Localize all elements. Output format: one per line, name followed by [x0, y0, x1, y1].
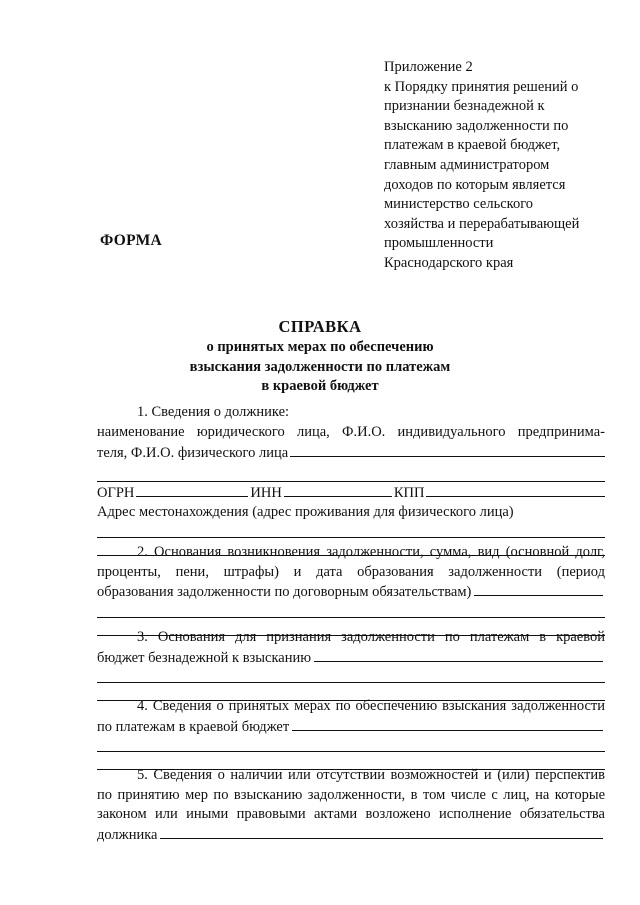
kpp-label: КПП [393, 484, 425, 501]
section-4 [97, 697, 605, 770]
section-2 [97, 543, 605, 636]
inline-fill-line[interactable] [160, 825, 603, 839]
title-sub: взыскания задолженности по платежам [189, 358, 451, 375]
appendix-line: хозяйства и перерабатывающей [384, 215, 580, 232]
title-sub: в краевой бюджет [261, 378, 379, 394]
section-3-text: 3. Основания для признания задолженности по платежам в краевой бюджет безнадежной к взысканию [97, 629, 605, 666]
inn-label: ИНН [250, 484, 282, 501]
appendix-line: промышленности [384, 235, 494, 252]
blank-line[interactable] [97, 737, 605, 752]
section-1-heading: 1. Сведения о должнике: [137, 404, 290, 420]
form-label: ФОРМА [100, 232, 163, 249]
inn-field[interactable] [284, 482, 392, 497]
kpp-field[interactable] [426, 482, 605, 497]
debtor-name-label: теля, Ф.И.О. физического лица [97, 445, 289, 462]
section-3 [97, 628, 605, 701]
title-main: СПРАВКА [278, 317, 362, 336]
inline-fill-line[interactable] [474, 582, 603, 596]
appendix-line: платежам в краевой бюджет, [384, 137, 561, 154]
blank-line[interactable] [97, 464, 605, 482]
inline-fill-line[interactable] [292, 717, 603, 731]
debtor-name-field[interactable] [290, 442, 605, 457]
inline-fill-line[interactable] [314, 648, 603, 662]
section-1 [97, 403, 605, 556]
ogrn-label: ОГРН [97, 484, 135, 501]
section-5-text: 5. Сведения о наличии или отсутствии возможностей и (или) перспектив по принятию мер по взысканию задолженности, в том числе с лиц, на которые законом или иными правовыми актами возложено исполнение обязательства должника [97, 767, 605, 843]
blank-line[interactable] [97, 603, 605, 618]
address-label: Адрес местонахождения (адрес проживания для физического лица) [97, 504, 514, 521]
title-sub: о принятых мерах по обеспечению [206, 339, 434, 355]
appendix-line: главным администратором [384, 156, 550, 173]
document-title [0, 316, 640, 397]
appendix-line: признании безнадежной к [384, 98, 545, 115]
id-row [97, 482, 605, 504]
section-4-text: 4. Сведения о принятых мерах по обеспечению взыскания задолженности по платежам в краевой бюджет [97, 698, 605, 735]
appendix-line: к Порядку принятия решений о [384, 78, 579, 95]
debtor-name-row [97, 442, 605, 464]
appendix-line: Приложение 2 [384, 59, 473, 75]
ogrn-field[interactable] [136, 482, 248, 497]
section-1-name-text: наименование юридического лица, Ф.И.О. индивидуального предпринима- [97, 423, 605, 440]
appendix-line: взысканию задолженности по [384, 117, 569, 134]
section-2-text: 2. Основания возникновения задолженности, сумма, вид (основной долг, проценты, пени, штрафы) и дата образования задолженности (период образования задолженности по договорным обязательствам) [97, 544, 605, 601]
blank-line[interactable] [97, 668, 605, 683]
appendix-line: доходов по которым является [384, 176, 566, 193]
appendix-block [384, 58, 620, 274]
section-5 [97, 766, 605, 845]
appendix-line: министерство сельского [384, 196, 534, 213]
appendix-line: Краснодарского края [384, 254, 514, 271]
address-line[interactable] [97, 523, 605, 538]
